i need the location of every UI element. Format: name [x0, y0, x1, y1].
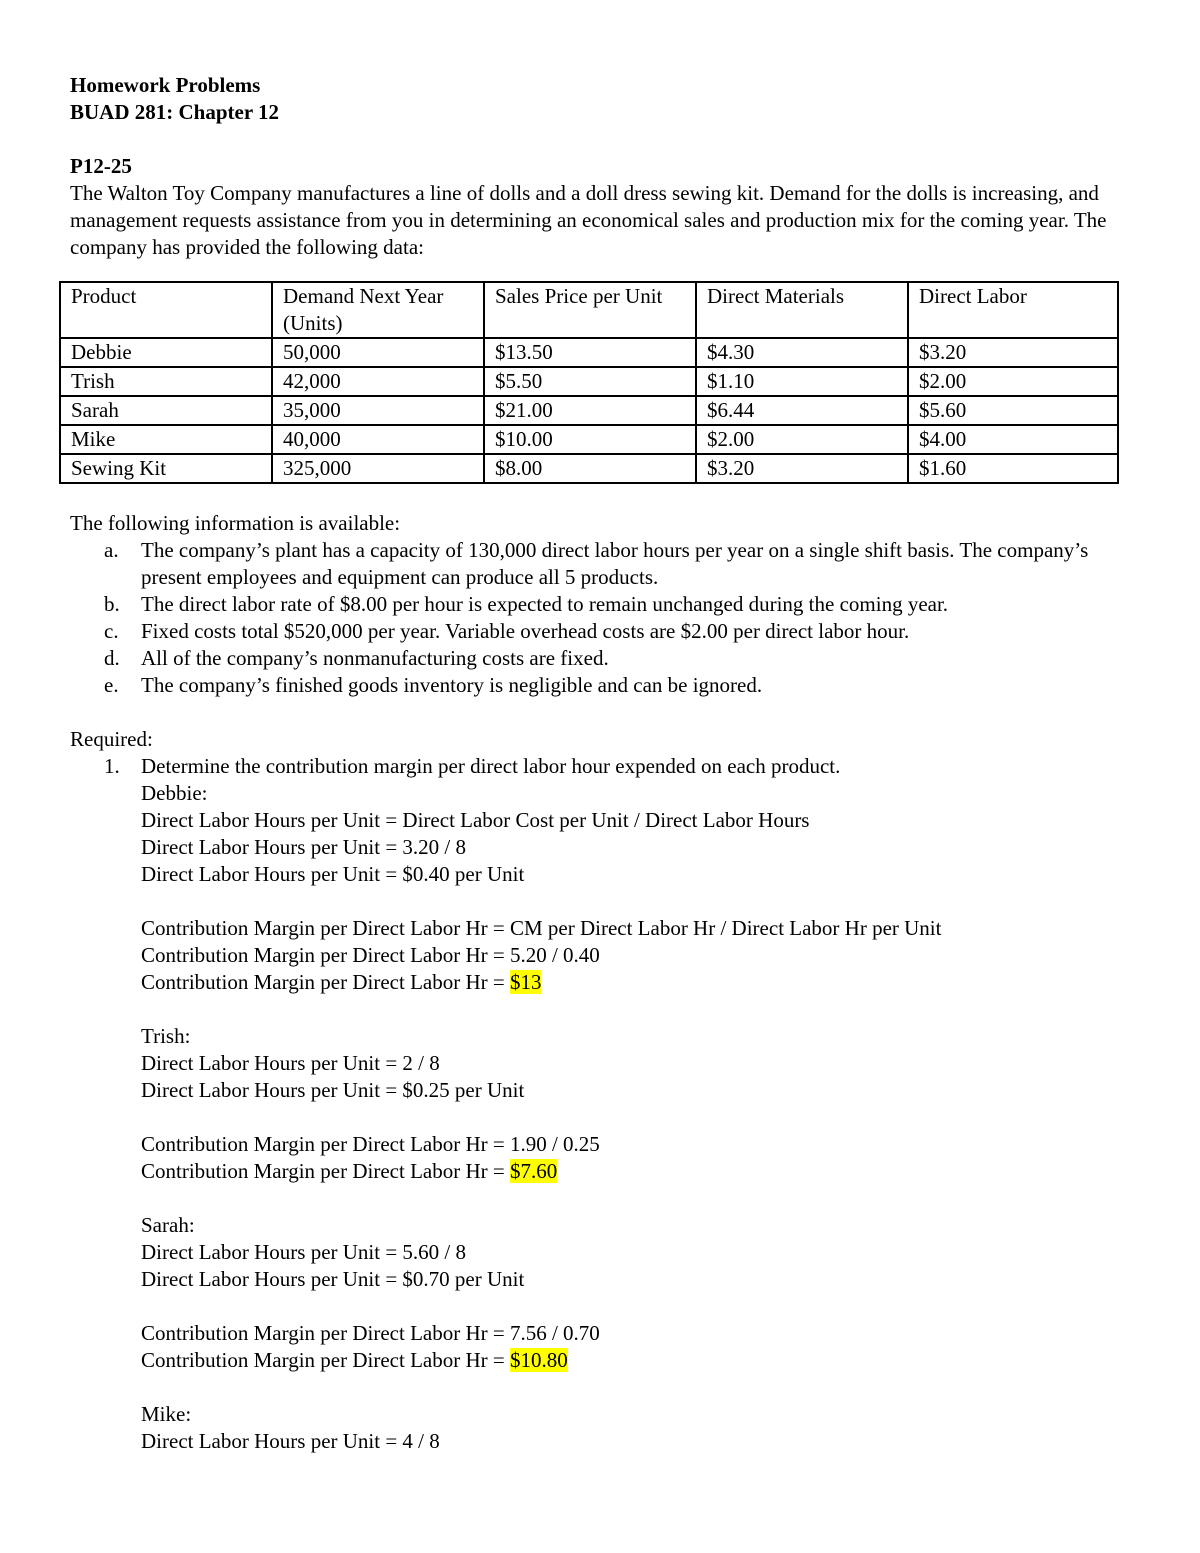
table-cell: $1.10 — [696, 367, 908, 396]
table-cell: $5.60 — [908, 396, 1118, 425]
table-header-row — [60, 282, 1118, 338]
product-data-table — [59, 281, 1119, 484]
list-marker: e. — [104, 673, 119, 697]
table-cell: $2.00 — [696, 425, 908, 454]
list-item — [70, 537, 1130, 591]
table-header-cell: Direct Labor — [908, 282, 1118, 338]
calc-result-line — [141, 1158, 1130, 1185]
table-cell: $4.30 — [696, 338, 908, 367]
table-cell: Trish — [60, 367, 272, 396]
calc-line: Direct Labor Hours per Unit = 3.20 / 8 — [141, 835, 467, 859]
list-item-text: The direct labor rate of $8.00 per hour is expected to remain unchanged during the coming year. — [141, 592, 949, 616]
product-name-debbie: Debbie: — [141, 781, 208, 805]
calc-line: Direct Labor Hours per Unit = 5.60 / 8 — [141, 1240, 467, 1264]
calc-result-line — [141, 969, 1130, 996]
list-item-text: The company’s plant has a capacity of 130,000 direct labor hours per year on a single shift basis. The company’s present employees and equipment can produce all 5 products. — [141, 538, 1089, 589]
table-row — [60, 338, 1118, 367]
calc-result-line — [141, 1347, 1130, 1374]
calc-result-label: Contribution Margin per Direct Labor Hr = — [141, 1348, 510, 1372]
course-title: BUAD 281: Chapter 12 — [70, 100, 280, 124]
list-item — [70, 753, 1130, 1455]
calc-line: Direct Labor Hours per Unit = $0.25 per Unit — [141, 1078, 525, 1102]
calc-line: Direct Labor Hours per Unit = $0.40 per Unit — [141, 862, 525, 886]
required-list — [70, 753, 1130, 1455]
table-cell: $1.60 — [908, 454, 1118, 483]
table-cell: $8.00 — [484, 454, 696, 483]
table-cell: Sewing Kit — [60, 454, 272, 483]
calc-line: Contribution Margin per Direct Labor Hr = 7.56 / 0.70 — [141, 1321, 600, 1345]
table-cell: Debbie — [60, 338, 272, 367]
table-cell: 40,000 — [272, 425, 484, 454]
table-cell: 50,000 — [272, 338, 484, 367]
info-heading: The following information is available: — [70, 511, 401, 535]
table-header-cell: Direct Materials — [696, 282, 908, 338]
list-item-text: Fixed costs total $520,000 per year. Variable overhead costs are $2.00 per direct labor hour. — [141, 619, 910, 643]
table-cell: 42,000 — [272, 367, 484, 396]
table-cell: $2.00 — [908, 367, 1118, 396]
product-name-mike: Mike: — [141, 1402, 192, 1426]
list-item — [70, 591, 1130, 618]
calc-line: Direct Labor Hours per Unit = Direct Labor Cost per Unit / Direct Labor Hours — [141, 808, 810, 832]
list-marker: 1. — [104, 754, 120, 778]
table-header-cell: Demand Next Year (Units) — [272, 282, 484, 338]
table-cell: $5.50 — [484, 367, 696, 396]
table-row — [60, 396, 1118, 425]
required-heading: Required: — [70, 727, 153, 751]
table-cell: $21.00 — [484, 396, 696, 425]
table-row — [60, 367, 1118, 396]
problem-intro: The Walton Toy Company manufactures a line of dolls and a doll dress sewing kit. Demand for the dolls is increasing, and management requests assistance from you in determining an economical sales and production mix for the coming year. The company has provided the following data: — [70, 181, 1107, 259]
table-cell: $3.20 — [908, 338, 1118, 367]
calc-line: Contribution Margin per Direct Labor Hr = CM per Direct Labor Hr / Direct Labor Hr per Unit — [141, 916, 942, 940]
table-cell: 35,000 — [272, 396, 484, 425]
calc-result-label: Contribution Margin per Direct Labor Hr = — [141, 1159, 510, 1183]
table-header-cell: Product — [60, 282, 272, 338]
product-name-sarah: Sarah: — [141, 1213, 195, 1237]
highlighted-result: $13 — [509, 970, 542, 994]
list-item-text: All of the company’s nonmanufacturing costs are fixed. — [141, 646, 609, 670]
list-item-text: The company’s finished goods inventory is negligible and can be ignored. — [141, 673, 763, 697]
product-name-trish: Trish: — [141, 1024, 191, 1048]
info-list — [70, 537, 1130, 699]
calc-result-label: Contribution Margin per Direct Labor Hr = — [141, 970, 510, 994]
calc-line: Direct Labor Hours per Unit = 2 / 8 — [141, 1051, 440, 1075]
list-item — [70, 672, 1130, 699]
calc-line: Contribution Margin per Direct Labor Hr = 1.90 / 0.25 — [141, 1132, 600, 1156]
table-header-cell: Sales Price per Unit — [484, 282, 696, 338]
highlighted-result: $10.80 — [509, 1348, 568, 1372]
table-cell: 325,000 — [272, 454, 484, 483]
calc-line: Contribution Margin per Direct Labor Hr = 5.20 / 0.40 — [141, 943, 600, 967]
list-item — [70, 645, 1130, 672]
list-marker: b. — [104, 592, 120, 616]
table-cell: $10.00 — [484, 425, 696, 454]
table-row — [60, 454, 1118, 483]
question-text: Determine the contribution margin per direct labor hour expended on each product. — [141, 754, 841, 778]
list-marker: d. — [104, 646, 120, 670]
highlighted-result: $7.60 — [509, 1159, 558, 1183]
calc-line: Direct Labor Hours per Unit = 4 / 8 — [141, 1429, 440, 1453]
list-item — [70, 618, 1130, 645]
problem-id: P12-25 — [70, 154, 132, 178]
list-marker: c. — [104, 619, 119, 643]
table-cell: $13.50 — [484, 338, 696, 367]
table-cell: Mike — [60, 425, 272, 454]
table-cell: Sarah — [60, 396, 272, 425]
table-cell: $4.00 — [908, 425, 1118, 454]
document-title: Homework Problems — [70, 73, 261, 97]
table-cell: $6.44 — [696, 396, 908, 425]
list-marker: a. — [104, 538, 119, 562]
calc-line: Direct Labor Hours per Unit = $0.70 per Unit — [141, 1267, 525, 1291]
table-row — [60, 425, 1118, 454]
table-cell: $3.20 — [696, 454, 908, 483]
